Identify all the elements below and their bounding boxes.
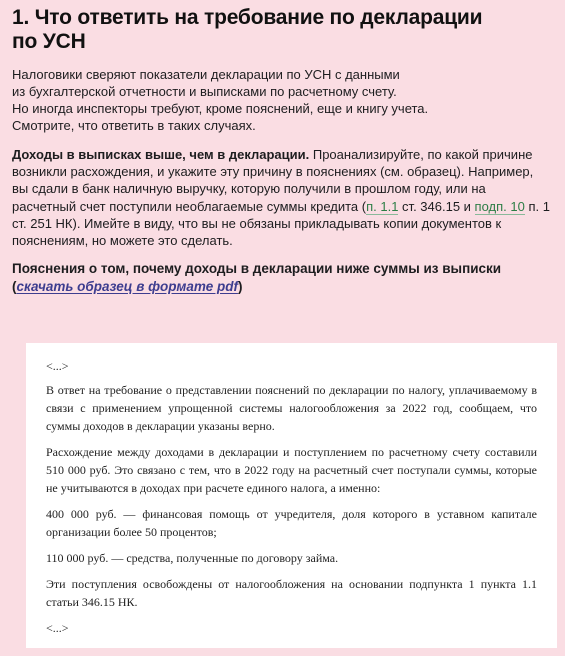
- income-text: ст. 346.15 и: [398, 198, 475, 214]
- explanation-heading-text: Пояснения о том, почему доходы в декларации ниже суммы из выписки (: [12, 261, 502, 294]
- sample-paragraph: 110 000 руб. — средства, полученные по договору займа.: [46, 551, 339, 565]
- link-p-1-1[interactable]: п. 1.1: [366, 198, 399, 214]
- ellipsis-bottom: <...>: [46, 621, 69, 635]
- download-sample-link[interactable]: скачать образец в формате pdf: [16, 278, 238, 294]
- sample-paragraph: Эти поступления освобождены от налогообложения на основании подпункта 1 пункта 1.1 статьи 346.15 НК.: [46, 577, 537, 609]
- income-text: п. 1 ст. 251 НК). Имейте в виду, что вы не обязаны прикладывать копии документов к пояснениям, но можете это сделать.: [12, 198, 550, 249]
- sample-paragraph: В ответ на требование о представлении пояснений по декларации по налогу, уплачиваемому в связи с применением упрощенной системы налогообложения за 2022 год, сообщаем, что суммы доходов в декларации указаны верно.: [46, 383, 537, 433]
- income-paragraph: [12, 146, 553, 249]
- section-heading-line-1: 1. Что ответить на требование по декларации: [12, 6, 483, 29]
- intro-line: Но иногда инспекторы требуют, кроме пояснений, еще и книгу учета.: [12, 101, 429, 116]
- section-heading-line-2: по УСН: [12, 30, 86, 53]
- intro-paragraph: [12, 66, 553, 134]
- intro-line: Налоговики сверяют показатели декларации по УСН с данными: [12, 67, 400, 82]
- sample-document: [26, 343, 557, 648]
- sample-paragraph: 400 000 руб. — финансовая помощь от учредителя, доля которого в уставном капитале организации более 50 процентов;: [46, 507, 537, 539]
- intro-line: Смотрите, что ответить в таких случаях.: [12, 118, 256, 133]
- explanation-heading: [12, 260, 553, 295]
- intro-line: из бухгалтерской отчетности и выписками по расчетному счету.: [12, 84, 397, 99]
- sample-paragraph: Расхождение между доходами в декларации и поступлением по расчетному счету составили 510 000 руб. Это связано с тем, что в 2022 году на расчетный счет поступали суммы, которые не учитываются в доходах при расчете единого налога, а именно:: [46, 445, 537, 495]
- link-subp-10[interactable]: подп. 10: [474, 198, 525, 214]
- income-lead: Доходы в выписках выше, чем в декларации.: [12, 147, 310, 162]
- section-heading: [12, 6, 553, 54]
- explanation-heading-close: ): [237, 278, 243, 294]
- income-text: Проанализируйте, по какой причине возникли расхождения, и укажите эту причину в пояснениях (см. образец). Например, вы сдали в банк наличную выручку, которую получили в прошлом году, или на расчетный счет поступили необлагаемые суммы кредита (: [12, 147, 534, 214]
- ellipsis-top: <...>: [46, 359, 69, 373]
